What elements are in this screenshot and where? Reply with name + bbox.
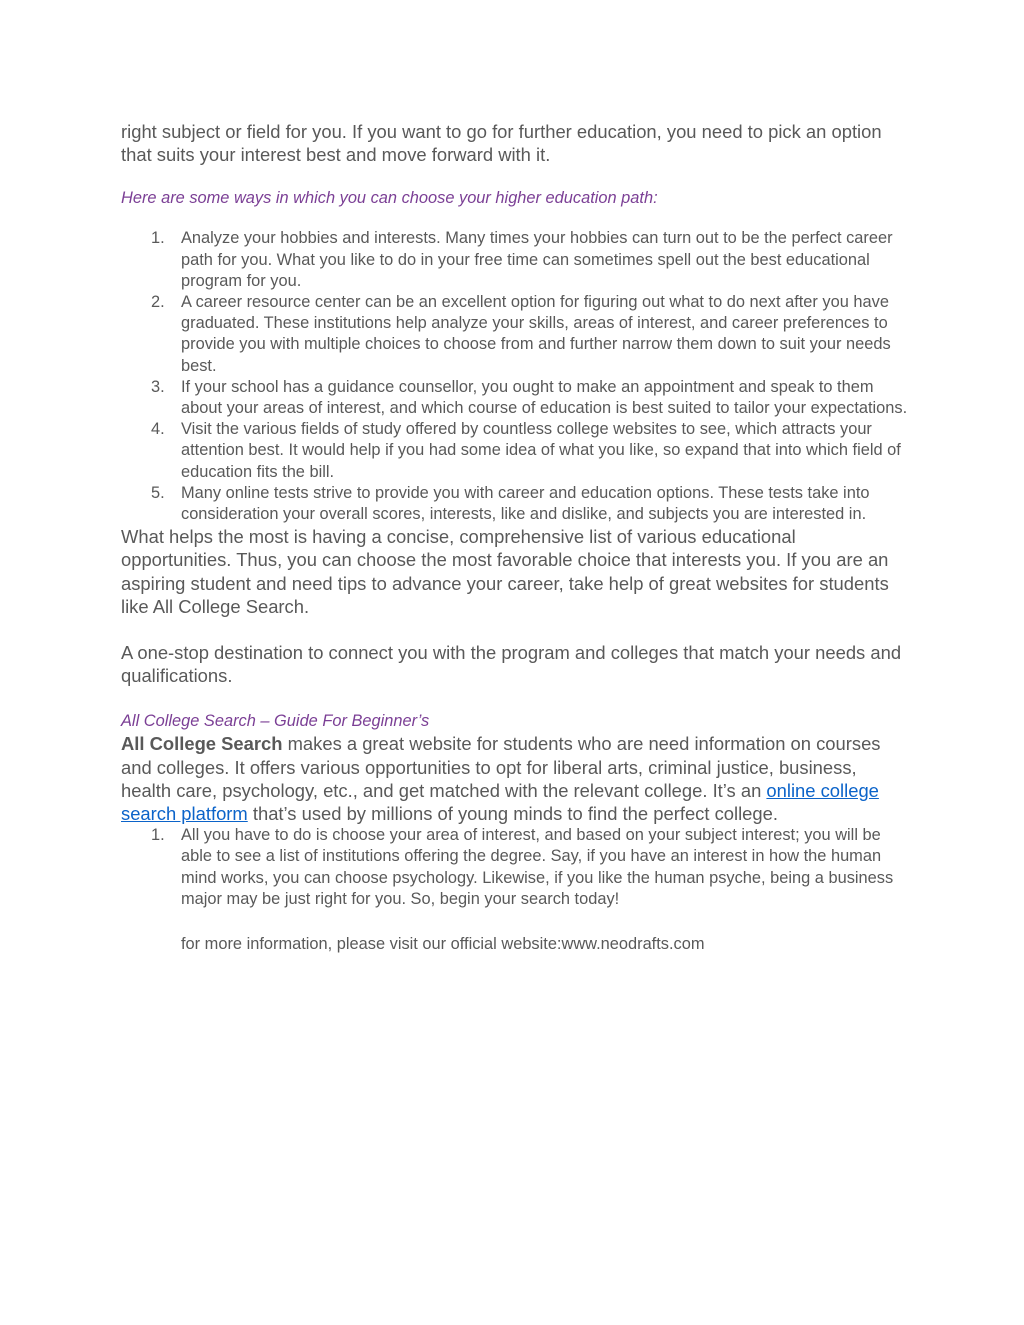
second-list — [121, 825, 911, 910]
list-item-text: Analyze your hobbies and interests. Many times your hobbies can turn out to be the perfect career path for you. What you like to do in your free time can sometimes spell out the best educational program for you. — [181, 229, 893, 290]
list-item-text: If your school has a guidance counsellor, you ought to make an appointment and speak to them about your areas of interest, and which course of education is best suited to tailor your expectations. — [181, 377, 908, 418]
document-page — [121, 120, 911, 955]
list-item-number: 3. — [151, 377, 165, 396]
more-info-text: for more information, please visit our official website:www.neodrafts.com — [181, 935, 705, 954]
helps-paragraph: What helps the most is having a concise, comprehensive list of various educational opportunities. Thus, you can choose the most favorable choice that interests you. If you are an aspiring student and need tips to advance your career, take help of great websites for students like All College Search. — [121, 526, 889, 617]
list-item-number: 2. — [151, 293, 165, 312]
list-item — [121, 419, 911, 483]
list-item — [121, 377, 911, 419]
ways-heading: Here are some ways in which you can choose your higher education path: — [121, 189, 658, 208]
list-item — [121, 228, 911, 292]
list-item-number: 5. — [151, 483, 165, 502]
acs-text-before-link: makes a great website for students who are need information on courses and colleges. It offers various opportunities to opt for liberal arts, criminal justice, business, health care, psychology, etc., and get matched with the relevant college. It’s an — [121, 733, 881, 801]
guide-heading: All College Search – Guide For Beginner’s — [121, 712, 430, 731]
acs-bold-name: All College Search — [121, 733, 283, 755]
list-item-number: 1. — [151, 826, 165, 845]
list-item — [121, 483, 911, 525]
acs-paragraph — [121, 732, 911, 825]
list-item-number: 4. — [151, 420, 165, 439]
list-item — [121, 292, 911, 377]
onestop-paragraph: A one-stop destination to connect you with the program and colleges that match your needs and qualifications. — [121, 642, 902, 687]
list-item-text: A career resource center can be an excellent option for figuring out what to do next after you have graduated. These institutions help analyze your skills, areas of interest, and career preferences to provide you with multiple choices to choose from and further narrow them down to suit your needs best. — [181, 293, 891, 375]
list-item-number: 1. — [151, 229, 165, 248]
list-item-text: Many online tests strive to provide you with career and education options. These tests take into consideration your overall scores, interests, like and dislike, and subjects you are interested in. — [181, 483, 870, 524]
ways-list — [121, 228, 911, 525]
list-item — [121, 825, 911, 910]
list-item-text: Visit the various fields of study offered by countless college websites to see, which attracts your attention best. It would help if you had some idea of what you like, so expand that into which field of education fits the bill. — [181, 420, 901, 481]
acs-text-after-link: that’s used by millions of young minds to find the perfect college. — [247, 803, 778, 825]
online-college-search-link[interactable]: online college search platform — [121, 779, 879, 825]
list-item-text: All you have to do is choose your area of interest, and based on your subject interest; you will be able to see a list of institutions offering the degree. Say, if you have an interest in how the human mind works, you can choose psychology. Likewise, if you like the human psyche, being a business major may be just right for you. So, begin your search today! — [181, 826, 894, 908]
intro-paragraph: right subject or field for you. If you want to go for further education, you need to pick an option that suits your interest best and move forward with it. — [121, 121, 882, 166]
